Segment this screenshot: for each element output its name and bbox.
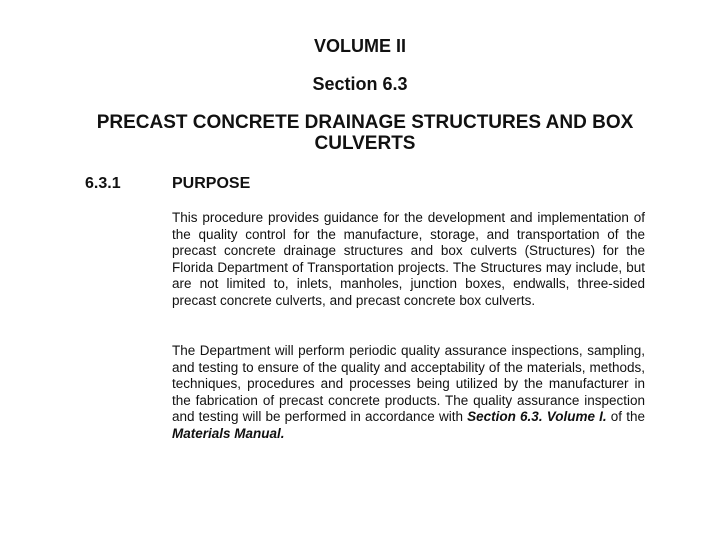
document-title: PRECAST CONCRETE DRAINAGE STRUCTURES AND BOX CULVERTS — [96, 112, 634, 154]
volume-label: VOLUME II — [313, 36, 406, 56]
manual-reference: Materials Manual. — [172, 425, 285, 441]
purpose-paragraph-2 — [172, 343, 645, 443]
section-label: Section 6.3 — [312, 74, 408, 94]
subsection-number: 6.3.1 — [85, 175, 121, 192]
section-reference: Section 6.3. Volume I. — [467, 409, 607, 425]
of-the-text: of the — [610, 409, 645, 425]
subsection-heading: PURPOSE — [172, 175, 251, 192]
purpose-paragraph-1: This procedure provides guidance for the development and implementation of the quality control for the manufacture, storage, and transportation of the precast concrete drainage structures and box culverts (Structures) for the Florida Department of Transportation projects. The Structures may include, but are not limited to, inlets, manholes, junction boxes, endwalls, three-sided precast concrete culverts, and precast concrete box culverts. — [172, 210, 645, 308]
paragraph-2-text: The Department will perform periodic quality assurance inspections, sampling, and testing to ensure of the quality and acceptability of the materials, methods, techniques, procedures and processes being utilized by the manufacturer in the fabrication of precast concrete products. The quality assurance inspection and testing will be performed in accordance with — [172, 343, 645, 425]
